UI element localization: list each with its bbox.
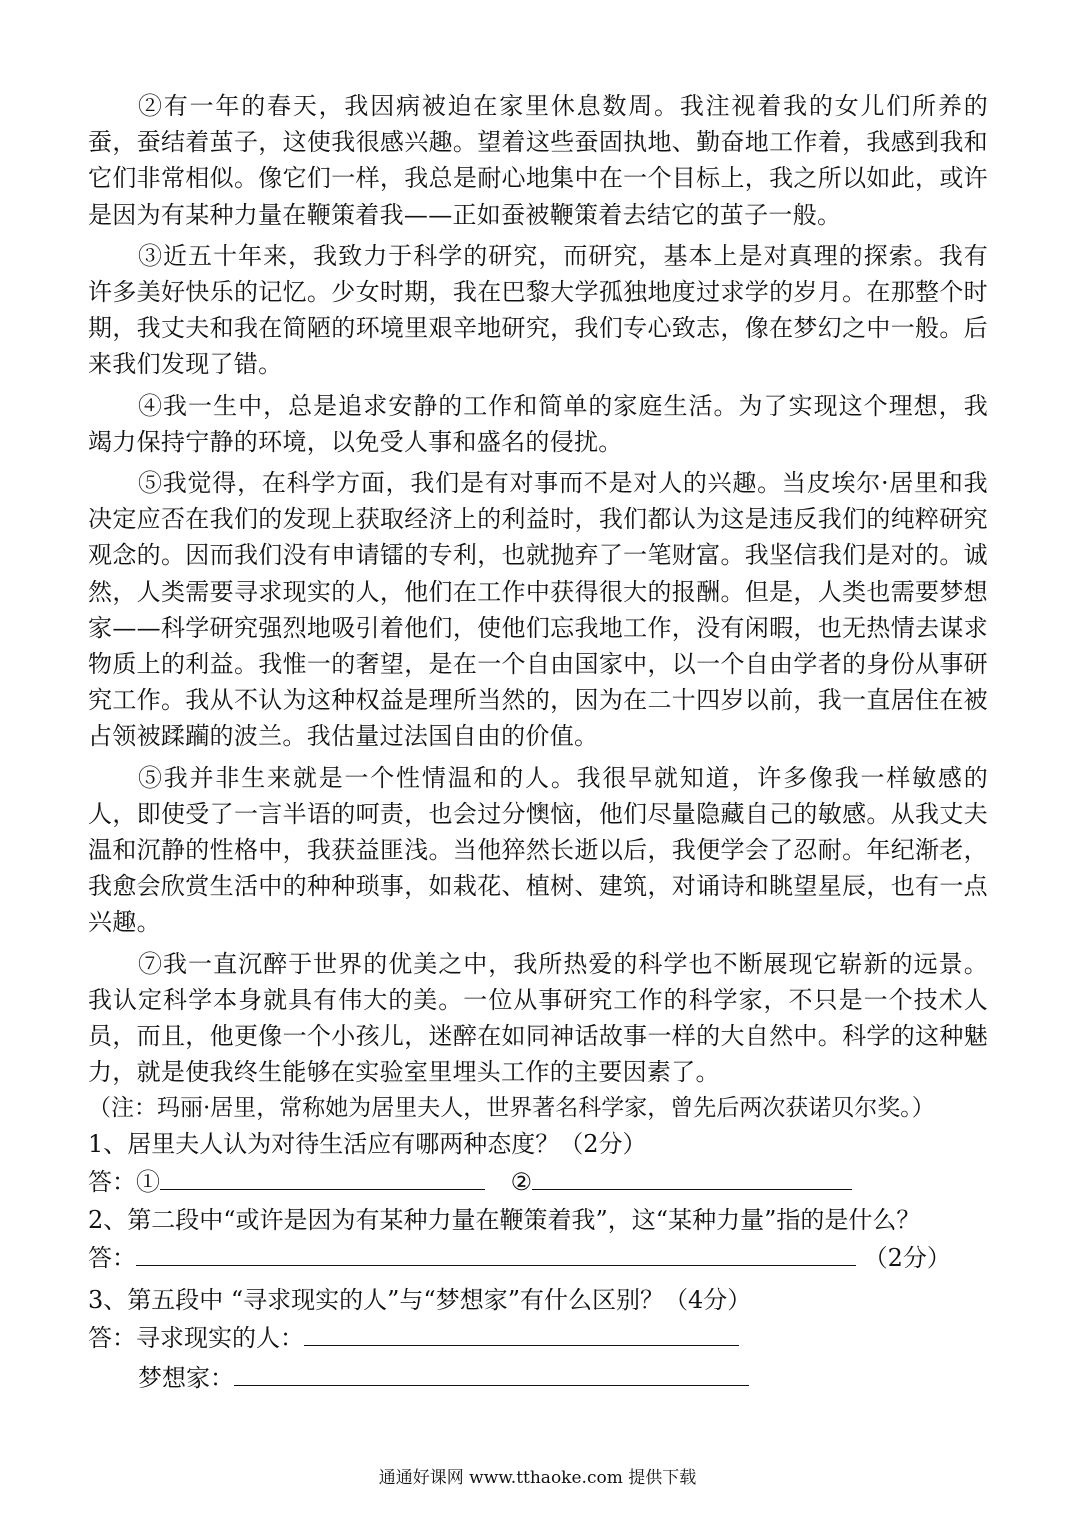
paragraph-2: ②有一年的春天，我因病被迫在家里休息数周。我注视着我的女儿们所养的蚕，蚕结着茧子，这使我很感兴趣。望着这些蚕固执地、勤奋地工作着，我感到我和它们非常相似。像它们一样，我总是耐心地集中在一个目标上，我之所以如此，或许是因为有某种力量在鞭策着我——正如蚕被鞭策着去结它的茧子一般。: [88, 92, 988, 229]
answer-2-prefix: 答：: [88, 1244, 136, 1273]
footnote: （注：玛丽·居里，常称她为居里夫人，世界著名科学家，曾先后两次获诺贝尔奖。）: [88, 1095, 935, 1122]
answer-1-second-marker: ②: [510, 1168, 533, 1197]
answer-1-prefix: 答：①: [88, 1168, 160, 1197]
answer-1-blank-1[interactable]: [160, 1167, 485, 1190]
answer-2-score: （2分）: [863, 1244, 951, 1273]
answer-3-second-label: 梦想家：: [138, 1364, 234, 1393]
question-3: 3、第五段中 “寻求现实的人”与“梦想家”有什么区别？（4分）: [88, 1286, 752, 1315]
question-2: 2、第二段中“或许是因为有某种力量在鞭策着我”，这“某种力量”指的是什么？: [88, 1206, 921, 1235]
answer-2-blank[interactable]: [136, 1243, 856, 1266]
answer-3-blank-2[interactable]: [234, 1363, 749, 1386]
document-page: [88, 88, 988, 1398]
paragraph-7: ⑦我一直沉醉于世界的优美之中，我所热爱的科学也不断展现它崭新的远景。我认定科学本身就具有伟大的美。一位从事研究工作的科学家，不只是一个技术人员，而且，他更像一个小孩儿，迷醉在如同神话故事一样的大自然中。科学的这种魅力，就是使我终生能够在实验室里埋头工作的主要因素了。: [88, 949, 988, 1087]
paragraph-3: ③近五十年来，我致力于科学的研究，而研究，基本上是对真理的探索。我有许多美好快乐的记忆。少女时期，我在巴黎大学孤独地度过求学的岁月。在那整个时期，我丈夫和我在简陋的环境里艰辛地研究，我们专心致志，像在梦幻之中一般。后来我们发现了错。: [88, 241, 988, 379]
answer-3-blank-1[interactable]: [304, 1323, 739, 1346]
answer-3-row-1: [88, 1318, 988, 1358]
answer-1-row: [88, 1162, 988, 1202]
paragraph-5: ⑤我觉得，在科学方面，我们是有对事而不是对人的兴趣。当皮埃尔·居里和我决定应否在我们的发现上获取经济上的利益时，我们都认为这是违反我们的纯粹研究观念的。因而我们没有申请镭的专利，也就抛弃了一笔财富。我坚信我们是对的。诚然，人类需要寻求现实的人，他们在工作中获得很大的报酬。但是，人类也需要梦想家——科学研究强烈地吸引着他们，使他们忘我地工作，没有闲暇，也无热情去谋求物质上的利益。我惟一的奢望，是在一个自由国家中，以一个自由学者的身份从事研究工作。我从不认为这种权益是理所当然的，因为在二十四岁以前，我一直居住在被占领被蹂躏的波兰。我估量过法国自由的价值。: [88, 469, 988, 751]
paragraph-6: ⑤我并非生来就是一个性情温和的人。我很早就知道，许多像我一样敏感的人，即使受了一言半语的呵责，也会过分懊恼，他们尽量隐藏自己的敏感。从我丈夫温和沉静的性格中，我获益匪浅。当他猝然长逝以后，我便学会了忍耐。年纪渐老，我愈会欣赏生活中的种种琐事，如栽花、植树、建筑，对诵诗和眺望星辰，也有一点兴趣。: [88, 763, 988, 937]
answer-2-row: [88, 1238, 988, 1278]
answer-3-prefix: 答：寻求现实的人：: [88, 1324, 304, 1353]
answer-3-row-2: [88, 1358, 988, 1398]
answer-1-blank-2[interactable]: [532, 1167, 852, 1190]
paragraph-4: ④我一生中，总是追求安静的工作和简单的家庭生活。为了实现这个理想，我竭力保持宁静的环境，以免受人事和盛名的侵扰。: [88, 391, 988, 456]
question-1: 1、居里夫人认为对待生活应有哪两种态度？（2分）: [88, 1130, 647, 1159]
page-footer: 通通好课网 www.tthaoke.com 提供下载: [378, 1468, 697, 1488]
